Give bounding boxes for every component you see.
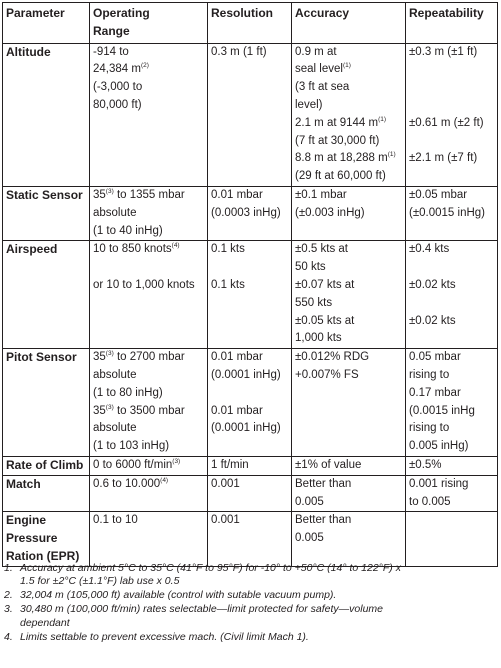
cell-line: (29 ft at 60,000 ft)	[295, 170, 386, 183]
cell-line: ±2.1 m (±7 ft)	[409, 152, 478, 165]
line-spacer	[409, 61, 495, 79]
cell-line: 0.3 m (1 ft)	[211, 45, 267, 58]
cell-line: 0.005 inHg)	[409, 440, 469, 453]
cell-line: ±0.4 kts	[409, 243, 450, 256]
operating-range-cell	[90, 43, 208, 186]
cell-line: (7 ft at 30,000 ft)	[295, 134, 380, 147]
cell-line: 1 ft/min	[211, 458, 249, 471]
cell-line: 35$^{(3)}$ to 2700 mbar	[93, 350, 185, 364]
cell-line: 10 to 850 knots$^{(4)}$	[93, 242, 180, 256]
footnote-marker: (3)	[105, 350, 114, 358]
resolution-cell	[208, 241, 292, 349]
footnote-number: 3.	[4, 603, 13, 616]
specification-table	[2, 2, 498, 567]
table-header-row	[3, 3, 498, 44]
cell-line: ±0.05 kts at	[295, 314, 355, 327]
cell-line: (0.0003 inHg)	[211, 206, 281, 219]
cell-line: ±0.1 mbar	[295, 188, 347, 201]
footnote-line: dependant	[20, 616, 70, 629]
parameter-label-line: Pressure	[6, 531, 58, 546]
footnote-marker: (3)	[105, 188, 114, 196]
line-spacer	[211, 259, 289, 277]
footnote-number: 4.	[4, 630, 13, 643]
header-accuracy: Accuracy	[292, 3, 406, 44]
line-spacer	[93, 259, 205, 277]
cell-line: ±0.5%	[409, 458, 442, 471]
cell-line: Better than	[295, 514, 352, 527]
footnote-text	[20, 562, 497, 589]
cell-line: to 0.005	[409, 495, 451, 508]
footnote-number: 1.	[4, 562, 13, 574]
cell-line: 0.1 to 10	[93, 514, 138, 527]
cell-line: 0 to 6000 $ft/\min^{(3)}$	[93, 458, 181, 471]
cell-line: ±0.07 kts at	[295, 278, 355, 291]
cell-line: (1 to 40 inHg)	[93, 224, 163, 237]
cell-line: rising to	[409, 422, 450, 435]
table-row	[3, 475, 498, 512]
line-spacer	[211, 385, 289, 403]
cell-line: ±0.012% RDG	[295, 351, 370, 364]
repeatability-cell	[406, 186, 498, 240]
cell-line: ±0.02 kts	[409, 314, 456, 327]
table-row	[3, 241, 498, 349]
line-spacer	[409, 295, 495, 313]
footnote-marker: (4)	[171, 242, 180, 250]
cell-line: 8.8 m at 18,288 $m^{(1)}$	[295, 151, 396, 165]
parameter-label-line: Engine	[6, 513, 47, 528]
parameter-cell: Altitude	[3, 43, 90, 186]
cell-line: 35$^{(3)}$ to 3500 mbar	[93, 403, 185, 417]
cell-line: seal level$^{(1)}$	[295, 62, 351, 76]
repeatability-cell	[406, 349, 498, 457]
parameter-cell: Airspeed	[3, 241, 90, 349]
cell-line: 0.01 mbar	[211, 188, 263, 201]
cell-line: 0.1 kts	[211, 243, 245, 256]
resolution-cell	[208, 186, 292, 240]
table-row	[3, 456, 498, 475]
accuracy-cell	[292, 512, 406, 566]
footnote-text	[20, 631, 497, 644]
parameter-cell: Match	[3, 475, 90, 512]
table-row	[3, 512, 498, 566]
operating-range-cell	[90, 512, 208, 566]
parameter-label-line: Ration (EPR)	[6, 548, 80, 563]
line-spacer	[409, 133, 495, 151]
footnote-line: 30,480 m (100,000 ft/min) rates selectable—limit protected for safety—volume	[20, 603, 383, 616]
table-row	[3, 349, 498, 457]
line-spacer	[409, 79, 495, 97]
resolution-cell	[208, 349, 292, 457]
footnote-line: Accuracy at ambient 5°C to 35°C (41°F to 95°F) for -10° to +50°C (14° to 122°F) x	[20, 562, 401, 574]
header-repeatability: Repeatability	[406, 3, 498, 44]
cell-line: ±0.02 kts	[409, 278, 456, 291]
cell-line: 0.005	[295, 532, 324, 545]
footnote	[2, 603, 497, 630]
cell-line: (±0.0015 inHg)	[409, 206, 485, 219]
footnote-marker: (1)	[378, 115, 387, 123]
resolution-cell	[208, 43, 292, 186]
cell-line: (0.0001 inHg)	[211, 422, 281, 435]
accuracy-cell	[292, 456, 406, 475]
cell-line: (0.0001 inHg)	[211, 368, 281, 381]
cell-line: 550 kts	[295, 296, 333, 309]
cell-line: 0.01 mbar	[211, 351, 263, 364]
cell-line: absolute	[93, 422, 137, 435]
cell-line: 0.005	[295, 495, 324, 508]
repeatability-cell	[406, 475, 498, 512]
footnote-marker: (1)	[387, 151, 396, 159]
line-spacer	[409, 97, 495, 115]
cell-line: 0.001	[211, 477, 240, 490]
accuracy-cell	[292, 349, 406, 457]
cell-line: 0.05 mbar	[409, 351, 461, 364]
footnotes	[2, 562, 497, 644]
parameter-cell: Static Sensor	[3, 186, 90, 240]
cell-line: absolute	[93, 368, 137, 381]
table-row	[3, 43, 498, 186]
cell-line: 0.01 mbar	[211, 404, 263, 417]
footnote	[2, 562, 497, 589]
cell-line: (3 ft at sea	[295, 81, 350, 94]
operating-range-cell	[90, 186, 208, 240]
cell-line: ±1% of value	[295, 458, 362, 471]
cell-line: (±0.003 inHg)	[295, 206, 365, 219]
accuracy-cell	[292, 241, 406, 349]
cell-line: 0.001 rising	[409, 477, 469, 490]
parameter-cell	[3, 512, 90, 566]
header-operating-range: Operating Range	[90, 3, 208, 44]
cell-line: 0.9 m at	[295, 45, 337, 58]
footnote	[2, 589, 497, 602]
cell-line: 80,000 ft)	[93, 98, 142, 111]
header-resolution: Resolution	[208, 3, 292, 44]
operating-range-cell	[90, 475, 208, 512]
cell-line: ±0.5 kts at	[295, 243, 348, 256]
resolution-cell	[208, 475, 292, 512]
resolution-cell	[208, 456, 292, 475]
operating-range-cell	[90, 349, 208, 457]
footnote-marker: (3)	[105, 403, 114, 411]
footnote	[2, 631, 497, 644]
cell-line: rising to	[409, 368, 450, 381]
repeatability-cell	[406, 43, 498, 186]
repeatability-cell	[406, 241, 498, 349]
cell-line: 35$^{(3)}$ to 1355 mbar	[93, 188, 185, 201]
parameter-cell: Rate of Climb	[3, 456, 90, 475]
footnote-line: Limits settable to prevent excessive mach. (Civil limit Mach 1).	[20, 630, 309, 643]
footnote-marker: (4)	[160, 476, 169, 484]
table-row	[3, 186, 498, 240]
cell-line: 0.6 to 10.000$^{(4)}$	[93, 476, 169, 490]
cell-line: +0.007% FS	[295, 368, 359, 381]
footnote-marker: (3)	[172, 458, 181, 466]
cell-line: 0.001	[211, 514, 240, 527]
cell-line: 0.17 mbar	[409, 386, 461, 399]
footnote-text	[20, 589, 497, 602]
resolution-cell	[208, 512, 292, 566]
cell-line: or 10 to 1,000 knots	[93, 278, 195, 291]
accuracy-cell	[292, 43, 406, 186]
footnote-text	[20, 603, 497, 630]
accuracy-cell	[292, 186, 406, 240]
cell-line: (1 to 80 inHg)	[93, 386, 163, 399]
cell-line: ±0.3 m (±1 ft)	[409, 45, 478, 58]
cell-line: 2.1 m at 9144 $m^{(1)}$	[295, 115, 387, 129]
parameter-cell: Pitot Sensor	[3, 349, 90, 457]
cell-line: 50 kts	[295, 261, 326, 274]
header-parameter: Parameter	[3, 3, 90, 44]
cell-line: (-3,000 to	[93, 81, 143, 94]
repeatability-cell	[406, 512, 498, 566]
footnote-line: 1.5 for ±2°C (±1.1°F) lab use x 0.5	[20, 575, 180, 588]
repeatability-cell	[406, 456, 498, 475]
cell-line: 1,000 kts	[295, 332, 342, 345]
cell-line: Better than	[295, 477, 352, 490]
accuracy-cell	[292, 475, 406, 512]
cell-line: -914 to	[93, 45, 129, 58]
footnote-marker: (2)	[140, 62, 149, 70]
cell-line: ±0.05 mbar	[409, 188, 468, 201]
cell-line: 0.1 kts	[211, 278, 245, 291]
footnote-marker: (1)	[342, 62, 351, 70]
table-body	[3, 43, 498, 566]
cell-line: 24,384 $m^{(2)}$	[93, 62, 149, 76]
line-spacer	[409, 259, 495, 277]
cell-line: (0.0015 inHg	[409, 404, 475, 417]
operating-range-cell	[90, 456, 208, 475]
cell-line: (1 to 103 inHg)	[93, 440, 170, 453]
footnote-line: 32,004 m (105,000 ft) available (control with sutable vacuum pump).	[20, 589, 337, 602]
cell-line: absolute	[93, 206, 137, 219]
cell-line: ±0.61 m (±2 ft)	[409, 116, 484, 129]
footnote-number: 2.	[4, 589, 13, 602]
cell-line: level)	[295, 98, 323, 111]
operating-range-cell	[90, 241, 208, 349]
